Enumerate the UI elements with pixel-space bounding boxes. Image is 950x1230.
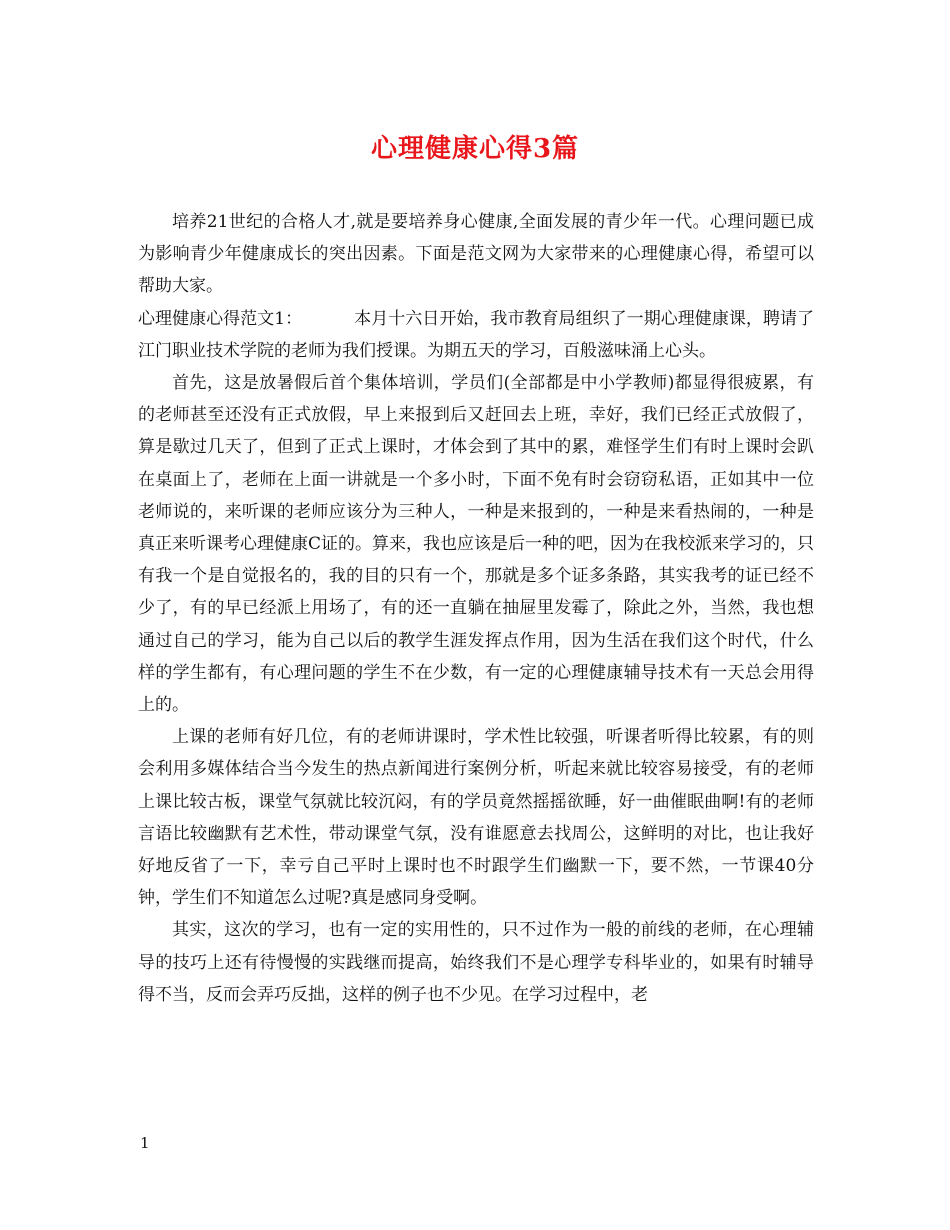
body-paragraph-2: 上课的老师有好几位，有的老师讲课时，学术性比较强，听课者听得比较累，有的则会利用多媒体结合当今发生的热点新闻进行案例分析，听起来就比较容易接受，有的老师上课比较古板，课堂气氛就比较沉闷，有的学员竟然摇摇欲睡，好一曲催眠曲啊!有的老师言语比较幽默有艺术性，带动课堂气氛，没有谁愿意去找周公，这鲜明的对比，也让我好好地反省了一下，幸亏自己平时上课时也不时跟学生们幽默一下，要不然，一节课40分钟，学生们不知道怎么过呢?真是感同身受啊。 xyxy=(138,727,814,909)
document-title: 心理健康心得3篇 xyxy=(370,134,580,164)
body-paragraph-1: 首先，这是放暑假后首个集体培训，学员们(全部都是中小学教师)都显得很疲累，有的老师甚至还没有正式放假，早上来报到后又赶回去上班，幸好，我们已经正式放假了，算是歇过几天了，但到了正式上课时，才体会到了其中的累，难怪学生们有时上课时会趴在桌面上了，老师在上面一讲就是一个多小时，下面不免有时会窃窃私语，正如其中一位老师说的，来听课的老师应该分为三种人，一种是来报到的，一种是来看热闹的，一种是真正来听课考心理健康C证的。算来，我也应该是后一种的吧，因为在我校派来学习的，只有我一个是自觉报名的，我的目的只有一个，那就是多个证多条路，其实我考的证已经不少了，有的早已经派上用场了，有的还一直躺在抽屉里发霉了，除此之外，当然，我也想通过自己的学习，能为自己以后的教学生涯发挥点作用，因为生活在我们这个时代，什么样的学生都有，有心理问题的学生不在少数，有一定的心理健康辅导技术有一天总会用得上的。 xyxy=(138,373,815,716)
example-paragraph xyxy=(138,303,814,367)
intro-paragraph: 培养21世纪的合格人才,就是要培养身心健康,全面发展的青少年一代。心理问题已成为影响青少年健康成长的突出因素。下面是范文网为大家带来的心理健康心得，希望可以帮助大家。 xyxy=(138,212,814,297)
body-paragraph-3: 其实，这次的学习，也有一定的实用性的，只不过作为一般的前线的老师，在心理辅导的技巧上还有待慢慢的实践继而提高，始终我们不是心理学专科毕业的，如果有时辅导得不当，反而会弄巧反拙，这样的例子也不少见。在学习过程中，老 xyxy=(138,920,814,1005)
page-number: 1 xyxy=(140,1134,150,1152)
example-start: 本月十六日开始，我市教育局组织了一期心理健康课，聘请了江门职业技术学院的老师为我们授课。为期五天的学习，百般滋味涌上心头。 xyxy=(138,308,814,361)
document-body xyxy=(138,206,814,1011)
example-label: 心理健康心得范文1： xyxy=(138,308,303,329)
